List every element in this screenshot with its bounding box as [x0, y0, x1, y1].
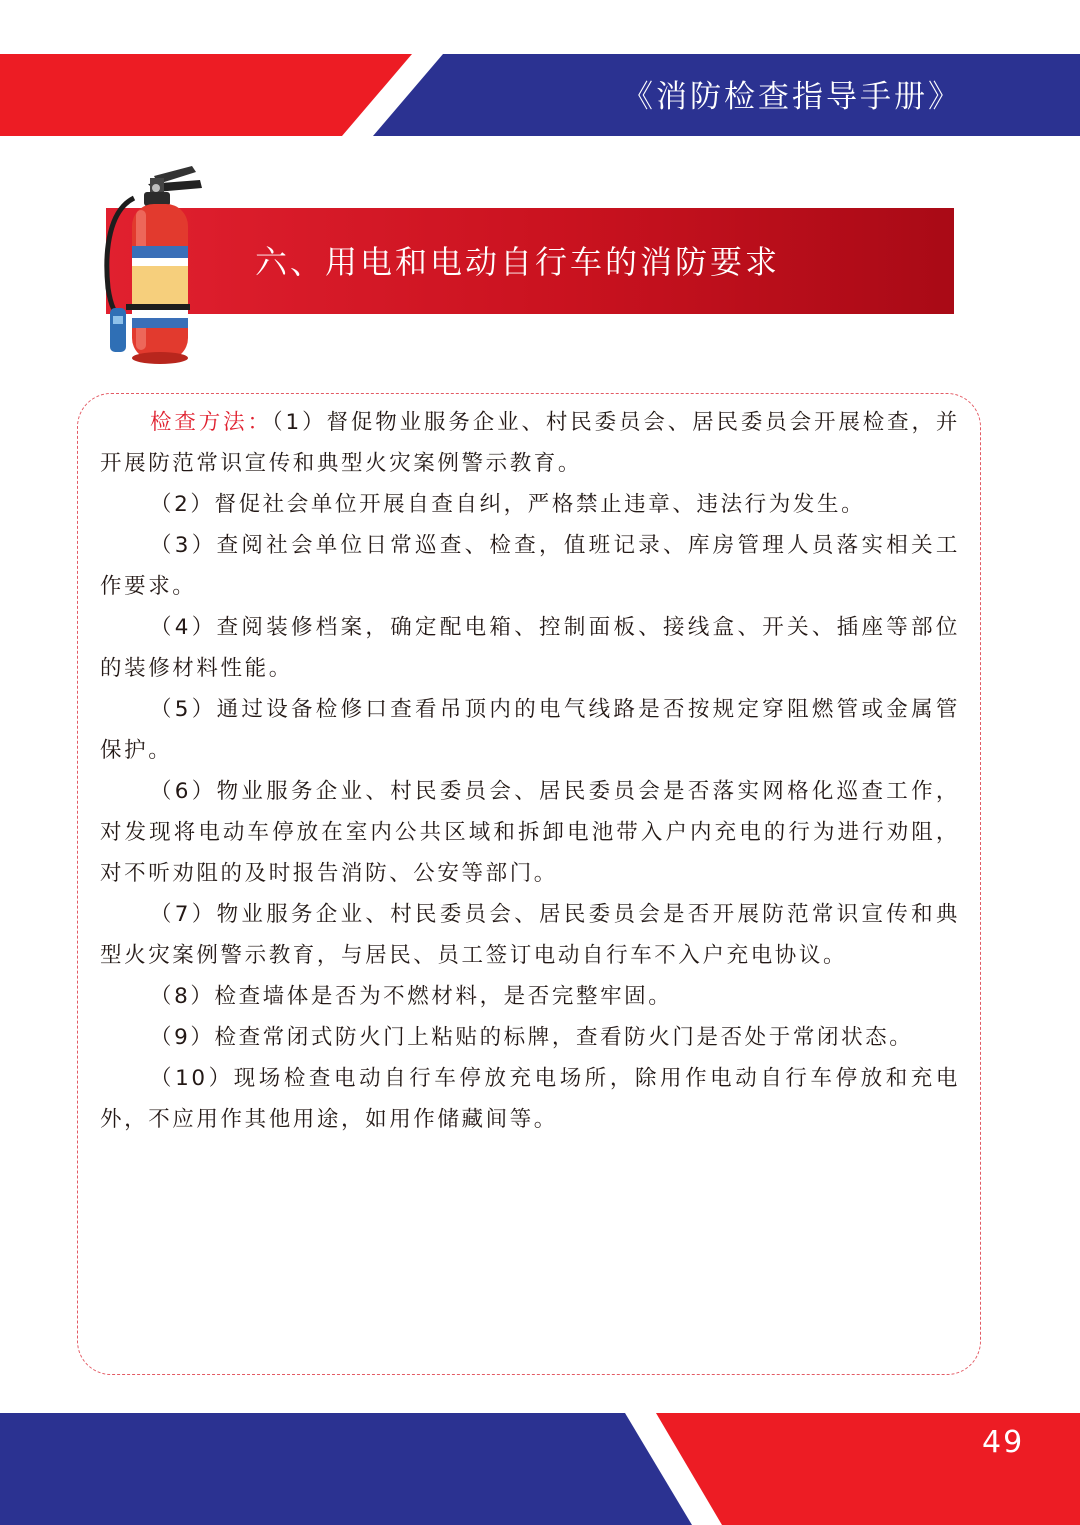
- book-title: 《消防检查指导手册》: [622, 79, 962, 115]
- paragraph-item-6: （6）物业服务企业、村民委员会、居民委员会是否落实网格化巡查工作，对发现将电动车停放在室内公共区域和拆卸电池带入户内充电的行为进行劝阻，对不听劝阻的及时报告消防、公安等部门。: [100, 779, 960, 886]
- fire-extinguisher-icon: [96, 158, 216, 372]
- item-text: （1）督促物业服务企业、村民委员会、居民委员会开展检查，并开展防范常识宣传和典型火灾案例警示教育。: [100, 410, 960, 476]
- page-number: [982, 1426, 1026, 1440]
- method-label: 检查方法：: [150, 410, 272, 435]
- footer-blue-band: [0, 1413, 692, 1525]
- paragraph-item-2: （2）督促社会单位开展自查自纠，严格禁止违章、违法行为发生。: [150, 492, 866, 517]
- paragraph-item-4: （4）查阅装修档案，确定配电箱、控制面板、接线盒、开关、插座等部位的装修材料性能。: [100, 615, 960, 681]
- inspection-content: [100, 402, 960, 1140]
- paragraph-item-10: （10）现场检查电动自行车停放充电场所，除用作电动自行车停放和充电外，不应用作其他用途，如用作储藏间等。: [100, 1066, 960, 1132]
- paragraph-item-3: （3）查阅社会单位日常巡查、检查，值班记录、库房管理人员落实相关工作要求。: [100, 533, 960, 599]
- paragraph-item-1: [100, 402, 960, 484]
- header-red-band: [0, 54, 412, 136]
- paragraph-item-9: （9）检查常闭式防火门上粘贴的标牌，查看防火门是否处于常闭状态。: [150, 1025, 914, 1050]
- paragraph-item-7: （7）物业服务企业、村民委员会、居民委员会是否开展防范常识宣传和典型火灾案例警示教育，与居民、员工签订电动自行车不入户充电协议。: [100, 902, 960, 968]
- paragraph-item-8: （8）检查墙体是否为不燃材料，是否完整牢固。: [150, 984, 673, 1009]
- section-title: 六、用电和电动自行车的消防要求: [255, 243, 781, 281]
- paragraph-item-5: （5）通过设备检修口查看吊顶内的电气线路是否按规定穿阻燃管或金属管保护。: [100, 697, 960, 763]
